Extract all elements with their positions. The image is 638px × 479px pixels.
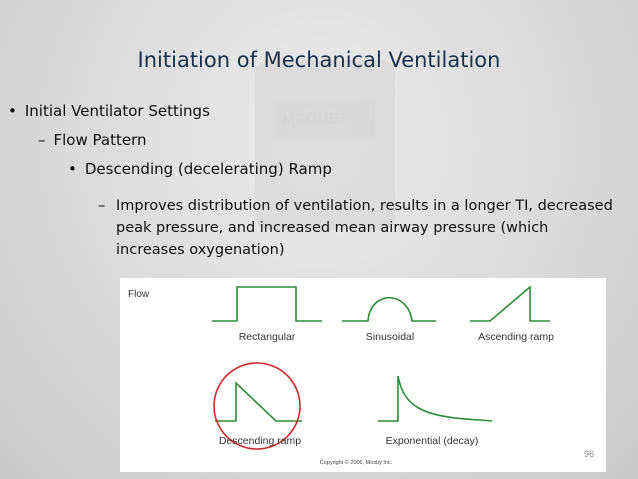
bullet-marker: • xyxy=(8,102,17,120)
bullet-text: Flow Pattern xyxy=(53,131,147,149)
ascending-ramp-waveform xyxy=(470,287,550,321)
watermark-text: MAQUET xyxy=(283,110,349,126)
rectangular-label: Rectangular xyxy=(238,331,296,343)
slide-title: Initiation of Mechanical Ventilation xyxy=(137,48,501,72)
exponential-label: Exponential (decay) xyxy=(385,435,479,447)
descending-ramp-waveform xyxy=(215,383,302,421)
bullet-marker: – xyxy=(98,198,106,214)
bullet-marker: • xyxy=(68,160,77,178)
sinusoidal-label: Sinusoidal xyxy=(365,331,415,343)
ascending-ramp-label: Ascending ramp xyxy=(478,331,554,343)
descending-ramp-label: Descending ramp xyxy=(218,435,302,447)
bullet-level-4 xyxy=(98,195,618,261)
flow-pattern-figure xyxy=(120,278,606,472)
copyright-text: Copyright © 2006, Mosby Inc. xyxy=(319,460,393,466)
bullet-level-3 xyxy=(68,160,332,178)
bullet-text: Improves distribution of ventilation, results in a longer TI, decreased peak pressure, and increased mean airway pressure (which increases oxygenation) xyxy=(116,198,613,258)
bullet-text: Initial Ventilator Settings xyxy=(24,102,210,120)
bullet-marker: – xyxy=(38,131,46,149)
bullet-level-1 xyxy=(8,102,210,120)
bullet-text: Descending (decelerating) Ramp xyxy=(84,160,332,178)
bullet-level-2 xyxy=(38,131,146,149)
flow-axis-label: Flow xyxy=(128,289,150,300)
sinusoidal-waveform xyxy=(342,298,436,321)
exponential-decay-waveform xyxy=(378,376,492,421)
flow-waveforms-svg xyxy=(120,278,606,472)
page-number: 96 xyxy=(584,449,595,459)
rectangular-waveform xyxy=(212,287,322,321)
